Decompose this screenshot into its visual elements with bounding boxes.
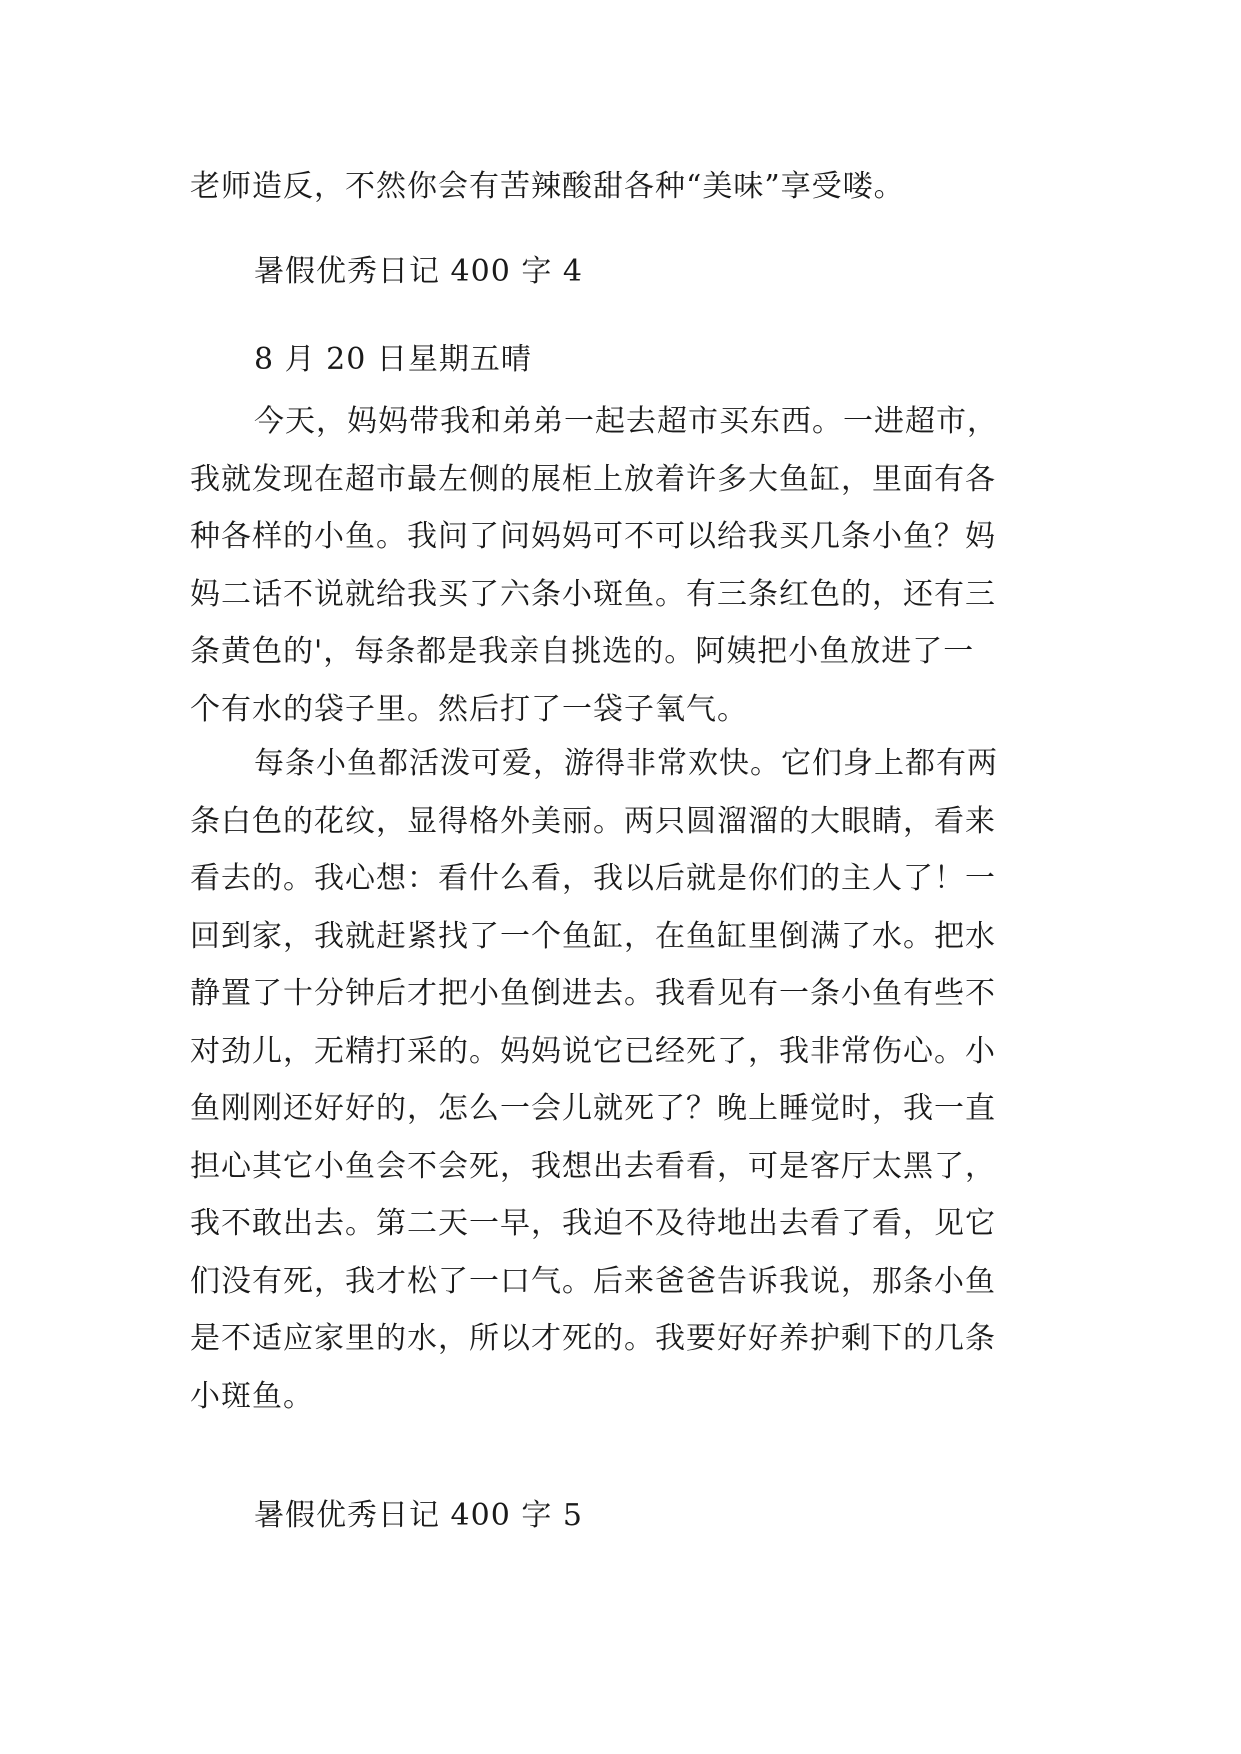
paragraph-line: 我不敢出去。第二天一早，我迫不及待地出去看了看，见它 [190,1206,996,1241]
paragraph-line: 们没有死，我才松了一口气。后来爸爸告诉我说，那条小鱼 [190,1263,996,1299]
paragraph-line: 条黄色的'，每条都是我亲自挑选的。阿姨把小鱼放进了一 [190,634,975,669]
section-heading: 暑假优秀日记 400 字 4 [254,254,583,289]
paragraph-line: 对劲儿，无精打采的。妈妈说它已经死了，我非常伤心。小 [190,1033,996,1069]
paragraph-line: 种各样的小鱼。我问了问妈妈可不可以给我买几条小鱼？妈 [190,519,996,554]
paragraph-line: 小斑鱼。 [190,1378,314,1414]
section-5-title [190,1487,1050,1545]
paragraph-line: 每条小鱼都活泼可爱，游得非常欢快。它们身上都有两 [254,746,998,781]
paragraph-line: 老师造反，不然你会有苦辣酸甜各种“美味”享受喽。 [190,169,905,204]
paragraph-line: 个有水的袋子里。然后打了一袋子氧气。 [190,691,748,727]
paragraph-line: 条白色的花纹，显得格外美丽。两只圆溜溜的大眼睛，看来 [190,803,996,839]
paragraph-line: 妈二话不说就给我买了六条小斑鱼。有三条红色的，还有三 [190,576,996,612]
section-4-paragraph-2 [190,735,1050,1425]
diary-date: 8 月 20 日星期五晴 [254,342,532,377]
paragraph-line: 回到家，我就赶紧找了一个鱼缸，在鱼缸里倒满了水。把水 [190,918,996,954]
paragraph-line: 静置了十分钟后才把小鱼倒进去。我看见有一条小鱼有些不 [190,976,996,1011]
paragraph-line: 鱼刚刚还好好的，怎么一会儿就死了？晚上睡觉时，我一直 [190,1091,996,1126]
continued-paragraph [190,158,1050,216]
paragraph-line: 今天，妈妈带我和弟弟一起去超市买东西。一进超市， [254,404,998,439]
paragraph-line: 担心其它小鱼会不会死，我想出去看看，可是客厅太黑了， [190,1148,996,1184]
section-4-paragraph-1 [190,393,1050,738]
paragraph-line: 我就发现在超市最左侧的展柜上放着许多大鱼缸，里面有各 [190,461,996,497]
section-heading: 暑假优秀日记 400 字 5 [254,1498,583,1533]
section-4-title [190,243,1050,301]
section-4-date [190,331,1050,389]
paragraph-line: 是不适应家里的水，所以才死的。我要好好养护剩下的几条 [190,1321,996,1356]
paragraph-line: 看去的。我心想：看什么看，我以后就是你们的主人了！一 [190,861,996,896]
